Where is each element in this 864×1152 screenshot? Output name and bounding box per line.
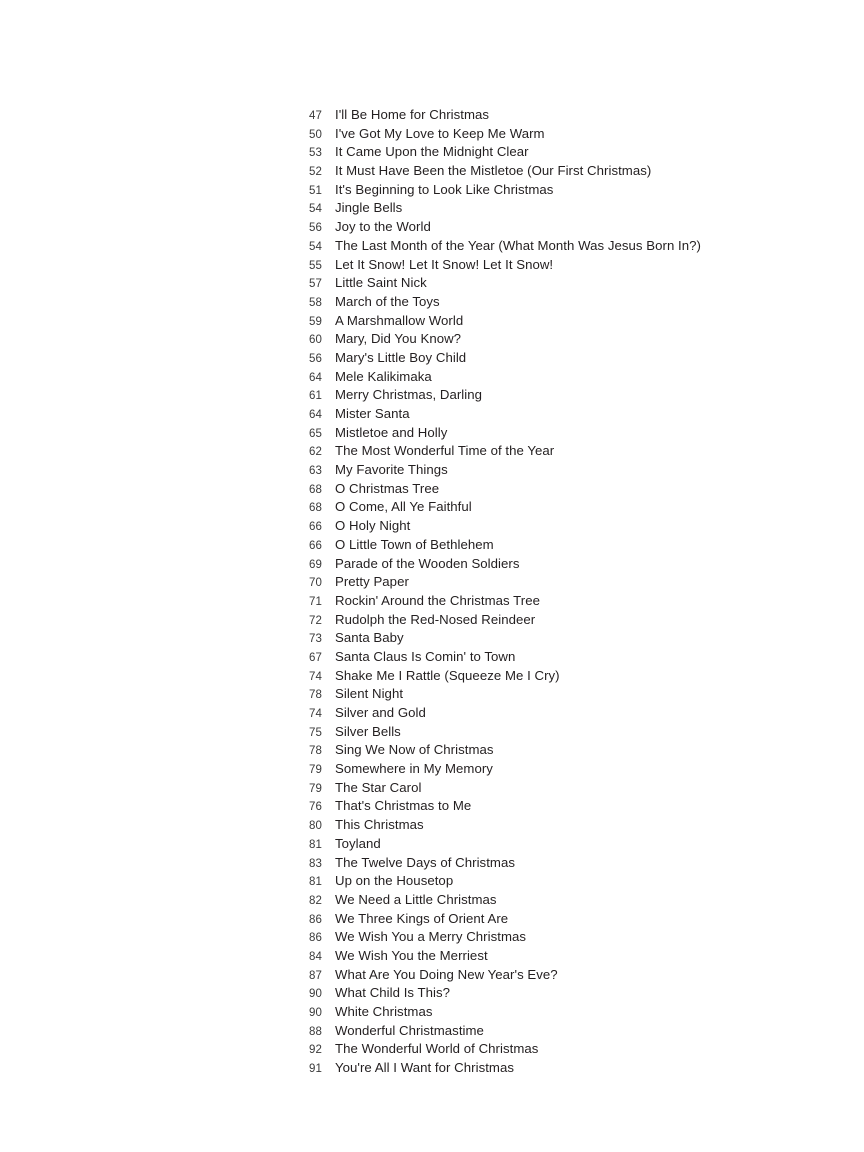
toc-entry-page-number: 74 (309, 708, 322, 720)
toc-entry-title: Somewhere in My Memory (335, 761, 493, 777)
toc-entry-title: Let It Snow! Let It Snow! Let It Snow! (335, 256, 554, 272)
toc-entry-page-number: 60 (309, 334, 322, 347)
toc-entry-title: The Most Wonderful Time of the Year (335, 443, 555, 459)
toc-entry-title: What Are You Doing New Year's Eve? (335, 966, 558, 982)
toc-entry (296, 1040, 796, 1059)
toc-entry-title: Silent Night (335, 686, 404, 702)
toc-entry-title: It Must Have Been the Mistletoe (Our First Christmas) (335, 163, 652, 179)
toc-entry (296, 704, 796, 723)
toc-entry-page-number: 65 (309, 427, 322, 440)
toc-entry-page-number: 81 (309, 876, 322, 889)
toc-entry-title: March of the Toys (335, 293, 440, 309)
toc-entry (296, 199, 796, 218)
toc-entry-page-number: 69 (309, 558, 322, 571)
toc-entry-title: Toyland (335, 835, 381, 851)
toc-entry-page-number: 64 (309, 371, 322, 384)
toc-entry (296, 162, 796, 181)
toc-entry-title: We Wish You a Merry Christmas (335, 929, 527, 945)
toc-entry (296, 349, 796, 368)
toc-entry (296, 125, 796, 144)
toc-entry-title: The Last Month of the Year (What Month Was Jesus Born In?) (335, 237, 701, 253)
toc-entry-title: O Holy Night (335, 518, 411, 534)
toc-entry-title: You're All I Want for Christmas (335, 1060, 514, 1076)
toc-entry-page-number: 88 (309, 1025, 322, 1038)
toc-entry-title: We Three Kings of Orient Are (335, 910, 509, 926)
toc-entry (296, 723, 796, 742)
toc-entry-page-number: 71 (309, 595, 322, 608)
toc-entry-title: Merry Christmas, Darling (335, 387, 483, 403)
toc-entry (296, 536, 796, 555)
toc-entry (296, 293, 796, 312)
toc-entry (296, 368, 796, 387)
toc-entry (296, 143, 796, 162)
toc-entry (296, 928, 796, 947)
toc-entry (296, 106, 796, 125)
toc-entry-page-number: 72 (309, 614, 322, 627)
toc-entry-title: This Christmas (335, 817, 424, 833)
toc-entry (296, 779, 796, 798)
toc-entry-page-number: 79 (309, 764, 322, 777)
toc-entry (296, 611, 796, 630)
toc-entry-page-number: 76 (309, 801, 322, 814)
toc-entry (296, 741, 796, 760)
toc-entry-title: Little Saint Nick (335, 275, 427, 291)
toc-entry-page-number: 78 (309, 689, 322, 702)
toc-entry-page-number: 68 (309, 483, 322, 496)
toc-entry-page-number: 68 (309, 502, 322, 515)
toc-entry-page-number: 70 (309, 577, 322, 590)
toc-entry-title: My Favorite Things (335, 462, 448, 478)
toc-entry (296, 891, 796, 910)
toc-entry-page-number: 52 (309, 166, 322, 179)
toc-entry (296, 405, 796, 424)
toc-entry (296, 910, 796, 929)
toc-entry-title: Wonderful Christmastime (335, 1022, 484, 1038)
toc-entry-page-number: 47 (309, 110, 322, 122)
toc-entry-title: We Need a Little Christmas (335, 891, 497, 907)
toc-entry-title: A Marshmallow World (335, 312, 464, 328)
toc-entry-page-number: 78 (309, 745, 322, 758)
toc-entry (296, 498, 796, 517)
toc-entry-page-number: 59 (309, 315, 322, 328)
toc-entry-title: That's Christmas to Me (335, 798, 472, 814)
toc-entry-title: The Star Carol (335, 779, 422, 795)
toc-entry (296, 592, 796, 611)
toc-entry-title: The Twelve Days of Christmas (335, 854, 515, 870)
toc-entry (296, 386, 796, 405)
toc-entry (296, 274, 796, 293)
toc-entry-title: O Little Town of Bethlehem (335, 536, 494, 552)
toc-entry-title: Silver Bells (335, 723, 401, 739)
toc-entry (296, 1059, 796, 1078)
toc-entry (296, 256, 796, 275)
toc-entry (296, 648, 796, 667)
toc-entry-title: I've Got My Love to Keep Me Warm (335, 125, 545, 141)
toc-entry (296, 330, 796, 349)
toc-entry-page-number: 53 (309, 147, 322, 160)
toc-entry (296, 685, 796, 704)
toc-entry-page-number: 91 (309, 1063, 322, 1076)
toc-entry-title: It Came Upon the Midnight Clear (335, 144, 529, 160)
toc-entry-title: Sing We Now of Christmas (335, 742, 494, 758)
toc-entry-page-number: 74 (309, 670, 322, 683)
toc-entry-page-number: 67 (309, 651, 322, 664)
toc-entry (296, 480, 796, 499)
toc-entry-page-number: 90 (309, 988, 322, 1001)
toc-entry-title: Rudolph the Red-Nosed Reindeer (335, 611, 536, 627)
toc-entry-title: O Christmas Tree (335, 480, 440, 496)
toc-entry-title: O Come, All Ye Faithful (335, 499, 472, 515)
toc-entry-page-number: 73 (309, 633, 322, 646)
toc-entry-page-number: 56 (309, 352, 322, 365)
table-of-contents (296, 106, 796, 1078)
toc-entry-title: Shake Me I Rattle (Squeeze Me I Cry) (335, 667, 560, 683)
toc-entry-page-number: 81 (309, 838, 322, 851)
toc-entry-page-number: 62 (309, 446, 322, 459)
toc-entry-title: Santa Claus Is Comin' to Town (335, 648, 516, 664)
toc-entry-page-number: 66 (309, 539, 322, 552)
toc-entry-page-number: 79 (309, 782, 322, 795)
toc-entry (296, 424, 796, 443)
toc-entry (296, 218, 796, 237)
toc-entry-title: Silver and Gold (335, 705, 426, 720)
toc-entry-title: Pretty Paper (335, 574, 409, 590)
toc-entry (296, 947, 796, 966)
toc-entry (296, 517, 796, 536)
toc-entry (296, 1003, 796, 1022)
toc-entry-page-number: 82 (309, 894, 322, 907)
toc-entry (296, 835, 796, 854)
toc-entry (296, 461, 796, 480)
toc-entry-page-number: 54 (309, 240, 322, 253)
toc-entry-page-number: 51 (309, 184, 322, 197)
toc-entry-page-number: 64 (309, 409, 322, 421)
toc-entry (296, 667, 796, 686)
toc-entry (296, 797, 796, 816)
toc-entry-title: I'll Be Home for Christmas (335, 107, 490, 122)
toc-entry-page-number: 63 (309, 465, 322, 478)
toc-entry-page-number: 54 (309, 203, 322, 216)
toc-entry-page-number: 86 (309, 913, 322, 926)
toc-entry-title: Up on the Housetop (335, 873, 454, 889)
toc-entry (296, 854, 796, 873)
toc-entry (296, 872, 796, 891)
toc-entry-page-number: 56 (309, 222, 322, 235)
toc-entry-title: Rockin' Around the Christmas Tree (335, 592, 540, 608)
toc-entry-page-number: 57 (309, 278, 322, 291)
toc-entry-title: Mele Kalikimaka (335, 368, 432, 384)
toc-entry-page-number: 83 (309, 857, 322, 870)
toc-entry (296, 237, 796, 256)
toc-entry-page-number: 50 (309, 128, 322, 141)
toc-entry-page-number: 92 (309, 1044, 322, 1057)
toc-entry-title: Mistletoe and Holly (335, 424, 448, 440)
toc-entry-title: Santa Baby (335, 630, 404, 646)
toc-entry (296, 555, 796, 574)
toc-entry-title: White Christmas (335, 1004, 433, 1019)
toc-entry-title: It's Beginning to Look Like Christmas (335, 181, 554, 197)
toc-entry-page-number: 84 (309, 950, 322, 963)
toc-entry (296, 629, 796, 648)
toc-entry-page-number: 75 (309, 726, 322, 739)
toc-entry-page-number: 90 (309, 1007, 322, 1019)
toc-entry (296, 816, 796, 835)
toc-entry-page-number: 80 (309, 820, 322, 833)
toc-entry-title: We Wish You the Merriest (335, 947, 488, 963)
toc-entry-page-number: 87 (309, 969, 322, 982)
toc-entry (296, 760, 796, 779)
toc-entry-title: The Wonderful World of Christmas (335, 1041, 539, 1057)
toc-entry-page-number: 58 (309, 296, 322, 309)
toc-entry-title: What Child Is This? (335, 985, 451, 1001)
toc-entry-page-number: 61 (309, 390, 322, 403)
toc-entry (296, 181, 796, 200)
toc-entry-title: Joy to the World (335, 219, 431, 235)
toc-entry-title: Mary, Did You Know? (335, 331, 462, 347)
toc-entry (296, 1022, 796, 1041)
toc-entry-title: Mister Santa (335, 406, 410, 421)
toc-entry (296, 573, 796, 592)
toc-entry (296, 966, 796, 985)
toc-entry-title: Mary's Little Boy Child (335, 349, 467, 365)
toc-entry (296, 442, 796, 461)
toc-entry-page-number: 86 (309, 932, 322, 945)
toc-entry (296, 984, 796, 1003)
toc-entry (296, 312, 796, 331)
toc-entry-title: Jingle Bells (335, 200, 403, 216)
toc-entry-page-number: 66 (309, 521, 322, 534)
toc-entry-title: Parade of the Wooden Soldiers (335, 555, 520, 571)
toc-entry-page-number: 55 (309, 259, 322, 272)
